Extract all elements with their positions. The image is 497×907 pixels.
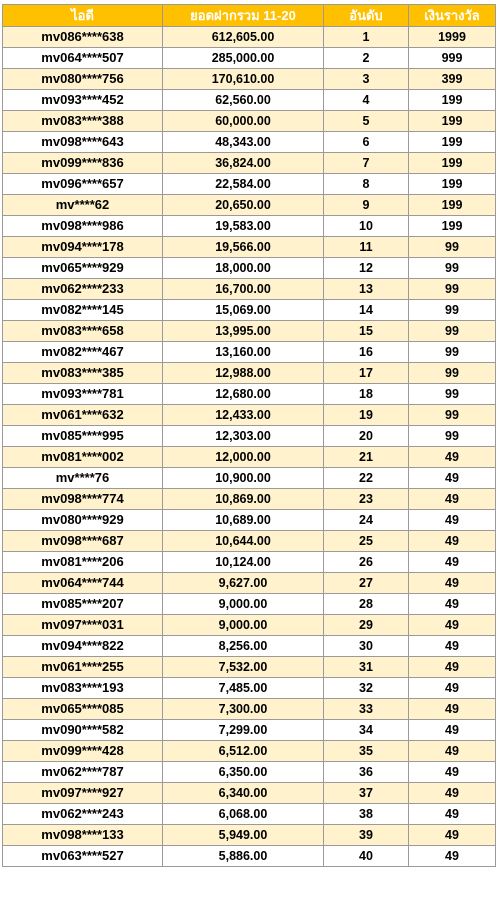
rank-cell: 32 — [324, 678, 409, 699]
rank-cell: 9 — [324, 195, 409, 216]
table-row — [3, 405, 496, 426]
rank-cell: 39 — [324, 825, 409, 846]
user-id-cell: mv093****781 — [3, 384, 163, 405]
table-row — [3, 69, 496, 90]
rank-cell: 20 — [324, 426, 409, 447]
total-deposit-cell: 15,069.00 — [163, 300, 324, 321]
total-deposit-cell: 48,343.00 — [163, 132, 324, 153]
rank-cell: 10 — [324, 216, 409, 237]
prize-cell: 99 — [409, 342, 496, 363]
total-deposit-cell: 8,256.00 — [163, 636, 324, 657]
table-row — [3, 615, 496, 636]
rank-cell: 22 — [324, 468, 409, 489]
total-deposit-cell: 60,000.00 — [163, 111, 324, 132]
user-id-cell: mv085****995 — [3, 426, 163, 447]
rank-cell: 17 — [324, 363, 409, 384]
user-id-cell: mv094****178 — [3, 237, 163, 258]
rank-cell: 24 — [324, 510, 409, 531]
user-id-cell: mv080****929 — [3, 510, 163, 531]
total-deposit-cell: 6,512.00 — [163, 741, 324, 762]
user-id-cell: mv099****836 — [3, 153, 163, 174]
user-id-cell: mv065****929 — [3, 258, 163, 279]
user-id-cell: mv097****031 — [3, 615, 163, 636]
header-id: ไอดี — [3, 5, 163, 27]
rank-cell: 21 — [324, 447, 409, 468]
prize-cell: 99 — [409, 279, 496, 300]
rank-cell: 12 — [324, 258, 409, 279]
prize-cell: 49 — [409, 720, 496, 741]
prize-cell: 49 — [409, 615, 496, 636]
user-id-cell: mv098****133 — [3, 825, 163, 846]
rank-cell: 6 — [324, 132, 409, 153]
prize-cell: 399 — [409, 69, 496, 90]
user-id-cell: mv098****986 — [3, 216, 163, 237]
table-row — [3, 279, 496, 300]
prize-cell: 49 — [409, 783, 496, 804]
table-row — [3, 447, 496, 468]
table-row — [3, 741, 496, 762]
rank-cell: 2 — [324, 48, 409, 69]
prize-cell: 999 — [409, 48, 496, 69]
table-row — [3, 342, 496, 363]
table-row — [3, 762, 496, 783]
prize-cell: 199 — [409, 195, 496, 216]
rank-cell: 1 — [324, 27, 409, 48]
total-deposit-cell: 12,433.00 — [163, 405, 324, 426]
user-id-cell: mv083****385 — [3, 363, 163, 384]
rank-cell: 11 — [324, 237, 409, 258]
prize-cell: 49 — [409, 510, 496, 531]
table-row — [3, 237, 496, 258]
total-deposit-cell: 7,300.00 — [163, 699, 324, 720]
user-id-cell: mv082****467 — [3, 342, 163, 363]
prize-cell: 49 — [409, 741, 496, 762]
rank-cell: 18 — [324, 384, 409, 405]
table-row — [3, 300, 496, 321]
table-row — [3, 90, 496, 111]
user-id-cell: mv083****193 — [3, 678, 163, 699]
user-id-cell: mv097****927 — [3, 783, 163, 804]
table-row — [3, 174, 496, 195]
user-id-cell: mv****76 — [3, 468, 163, 489]
rank-cell: 15 — [324, 321, 409, 342]
table-body — [3, 27, 496, 867]
table-row — [3, 678, 496, 699]
user-id-cell: mv093****452 — [3, 90, 163, 111]
rank-cell: 33 — [324, 699, 409, 720]
user-id-cell: mv065****085 — [3, 699, 163, 720]
prize-cell: 99 — [409, 426, 496, 447]
total-deposit-cell: 6,350.00 — [163, 762, 324, 783]
user-id-cell: mv****62 — [3, 195, 163, 216]
rank-cell: 4 — [324, 90, 409, 111]
table-row — [3, 573, 496, 594]
prize-cell: 49 — [409, 846, 496, 867]
total-deposit-cell: 20,650.00 — [163, 195, 324, 216]
prize-cell: 99 — [409, 384, 496, 405]
total-deposit-cell: 285,000.00 — [163, 48, 324, 69]
prize-cell: 49 — [409, 762, 496, 783]
prize-cell: 199 — [409, 216, 496, 237]
total-deposit-cell: 9,000.00 — [163, 594, 324, 615]
table-row — [3, 321, 496, 342]
table-row — [3, 153, 496, 174]
user-id-cell: mv064****507 — [3, 48, 163, 69]
prize-cell: 49 — [409, 573, 496, 594]
table-row — [3, 657, 496, 678]
total-deposit-cell: 19,566.00 — [163, 237, 324, 258]
deposit-ranking-table — [2, 4, 496, 867]
prize-cell: 99 — [409, 321, 496, 342]
prize-cell: 99 — [409, 258, 496, 279]
table-row — [3, 258, 496, 279]
rank-cell: 29 — [324, 615, 409, 636]
user-id-cell: mv098****774 — [3, 489, 163, 510]
user-id-cell: mv090****582 — [3, 720, 163, 741]
rank-cell: 19 — [324, 405, 409, 426]
table-row — [3, 132, 496, 153]
total-deposit-cell: 12,000.00 — [163, 447, 324, 468]
table-row — [3, 111, 496, 132]
user-id-cell: mv062****243 — [3, 804, 163, 825]
user-id-cell: mv098****643 — [3, 132, 163, 153]
user-id-cell: mv086****638 — [3, 27, 163, 48]
rank-cell: 34 — [324, 720, 409, 741]
prize-cell: 49 — [409, 636, 496, 657]
header-total-deposit: ยอดฝากรวม 11-20 — [163, 5, 324, 27]
user-id-cell: mv063****527 — [3, 846, 163, 867]
total-deposit-cell: 62,560.00 — [163, 90, 324, 111]
user-id-cell: mv080****756 — [3, 69, 163, 90]
user-id-cell: mv064****744 — [3, 573, 163, 594]
rank-cell: 7 — [324, 153, 409, 174]
table-row — [3, 510, 496, 531]
total-deposit-cell: 9,627.00 — [163, 573, 324, 594]
rank-cell: 13 — [324, 279, 409, 300]
prize-cell: 1999 — [409, 27, 496, 48]
total-deposit-cell: 12,303.00 — [163, 426, 324, 447]
header-rank: อันดับ — [324, 5, 409, 27]
rank-cell: 14 — [324, 300, 409, 321]
total-deposit-cell: 12,988.00 — [163, 363, 324, 384]
prize-cell: 49 — [409, 678, 496, 699]
prize-cell: 49 — [409, 825, 496, 846]
user-id-cell: mv062****787 — [3, 762, 163, 783]
prize-cell: 99 — [409, 405, 496, 426]
prize-cell: 49 — [409, 531, 496, 552]
total-deposit-cell: 16,700.00 — [163, 279, 324, 300]
total-deposit-cell: 5,886.00 — [163, 846, 324, 867]
header-prize: เงินรางวัล — [409, 5, 496, 27]
table-row — [3, 48, 496, 69]
total-deposit-cell: 5,949.00 — [163, 825, 324, 846]
prize-cell: 49 — [409, 447, 496, 468]
user-id-cell: mv085****207 — [3, 594, 163, 615]
rank-cell: 16 — [324, 342, 409, 363]
rank-cell: 35 — [324, 741, 409, 762]
table-row — [3, 27, 496, 48]
table-row — [3, 825, 496, 846]
user-id-cell: mv062****233 — [3, 279, 163, 300]
table-row — [3, 720, 496, 741]
total-deposit-cell: 10,900.00 — [163, 468, 324, 489]
total-deposit-cell: 10,689.00 — [163, 510, 324, 531]
table-row — [3, 195, 496, 216]
total-deposit-cell: 7,299.00 — [163, 720, 324, 741]
table-row — [3, 426, 496, 447]
header-row — [3, 5, 496, 27]
prize-cell: 49 — [409, 657, 496, 678]
user-id-cell: mv098****687 — [3, 531, 163, 552]
prize-cell: 199 — [409, 90, 496, 111]
rank-cell: 31 — [324, 657, 409, 678]
total-deposit-cell: 7,532.00 — [163, 657, 324, 678]
total-deposit-cell: 19,583.00 — [163, 216, 324, 237]
total-deposit-cell: 12,680.00 — [163, 384, 324, 405]
total-deposit-cell: 13,160.00 — [163, 342, 324, 363]
prize-cell: 199 — [409, 174, 496, 195]
prize-cell: 199 — [409, 111, 496, 132]
user-id-cell: mv096****657 — [3, 174, 163, 195]
prize-cell: 49 — [409, 552, 496, 573]
prize-cell: 199 — [409, 132, 496, 153]
user-id-cell: mv094****822 — [3, 636, 163, 657]
prize-cell: 49 — [409, 594, 496, 615]
table-row — [3, 552, 496, 573]
prize-cell: 49 — [409, 804, 496, 825]
rank-cell: 38 — [324, 804, 409, 825]
prize-cell: 99 — [409, 237, 496, 258]
total-deposit-cell: 6,068.00 — [163, 804, 324, 825]
prize-cell: 99 — [409, 363, 496, 384]
table-row — [3, 699, 496, 720]
total-deposit-cell: 36,824.00 — [163, 153, 324, 174]
rank-cell: 30 — [324, 636, 409, 657]
rank-cell: 8 — [324, 174, 409, 195]
table-row — [3, 384, 496, 405]
user-id-cell: mv083****388 — [3, 111, 163, 132]
user-id-cell: mv061****632 — [3, 405, 163, 426]
total-deposit-cell: 612,605.00 — [163, 27, 324, 48]
total-deposit-cell: 22,584.00 — [163, 174, 324, 195]
total-deposit-cell: 13,995.00 — [163, 321, 324, 342]
table-row — [3, 594, 496, 615]
prize-cell: 199 — [409, 153, 496, 174]
user-id-cell: mv099****428 — [3, 741, 163, 762]
table-row — [3, 489, 496, 510]
rank-cell: 36 — [324, 762, 409, 783]
rank-cell: 5 — [324, 111, 409, 132]
prize-cell: 99 — [409, 300, 496, 321]
total-deposit-cell: 10,644.00 — [163, 531, 324, 552]
total-deposit-cell: 7,485.00 — [163, 678, 324, 699]
user-id-cell: mv081****206 — [3, 552, 163, 573]
prize-cell: 49 — [409, 489, 496, 510]
rank-cell: 3 — [324, 69, 409, 90]
user-id-cell: mv081****002 — [3, 447, 163, 468]
rank-cell: 25 — [324, 531, 409, 552]
table-row — [3, 531, 496, 552]
prize-cell: 49 — [409, 468, 496, 489]
total-deposit-cell: 170,610.00 — [163, 69, 324, 90]
user-id-cell: mv083****658 — [3, 321, 163, 342]
rank-cell: 27 — [324, 573, 409, 594]
total-deposit-cell: 9,000.00 — [163, 615, 324, 636]
table-row — [3, 468, 496, 489]
table-row — [3, 636, 496, 657]
user-id-cell: mv082****145 — [3, 300, 163, 321]
table-row — [3, 804, 496, 825]
prize-cell: 49 — [409, 699, 496, 720]
rank-cell: 28 — [324, 594, 409, 615]
table-row — [3, 216, 496, 237]
rank-cell: 40 — [324, 846, 409, 867]
table-row — [3, 363, 496, 384]
total-deposit-cell: 10,869.00 — [163, 489, 324, 510]
table-row — [3, 783, 496, 804]
total-deposit-cell: 18,000.00 — [163, 258, 324, 279]
rank-cell: 23 — [324, 489, 409, 510]
total-deposit-cell: 10,124.00 — [163, 552, 324, 573]
table-row — [3, 846, 496, 867]
rank-cell: 37 — [324, 783, 409, 804]
total-deposit-cell: 6,340.00 — [163, 783, 324, 804]
rank-cell: 26 — [324, 552, 409, 573]
user-id-cell: mv061****255 — [3, 657, 163, 678]
